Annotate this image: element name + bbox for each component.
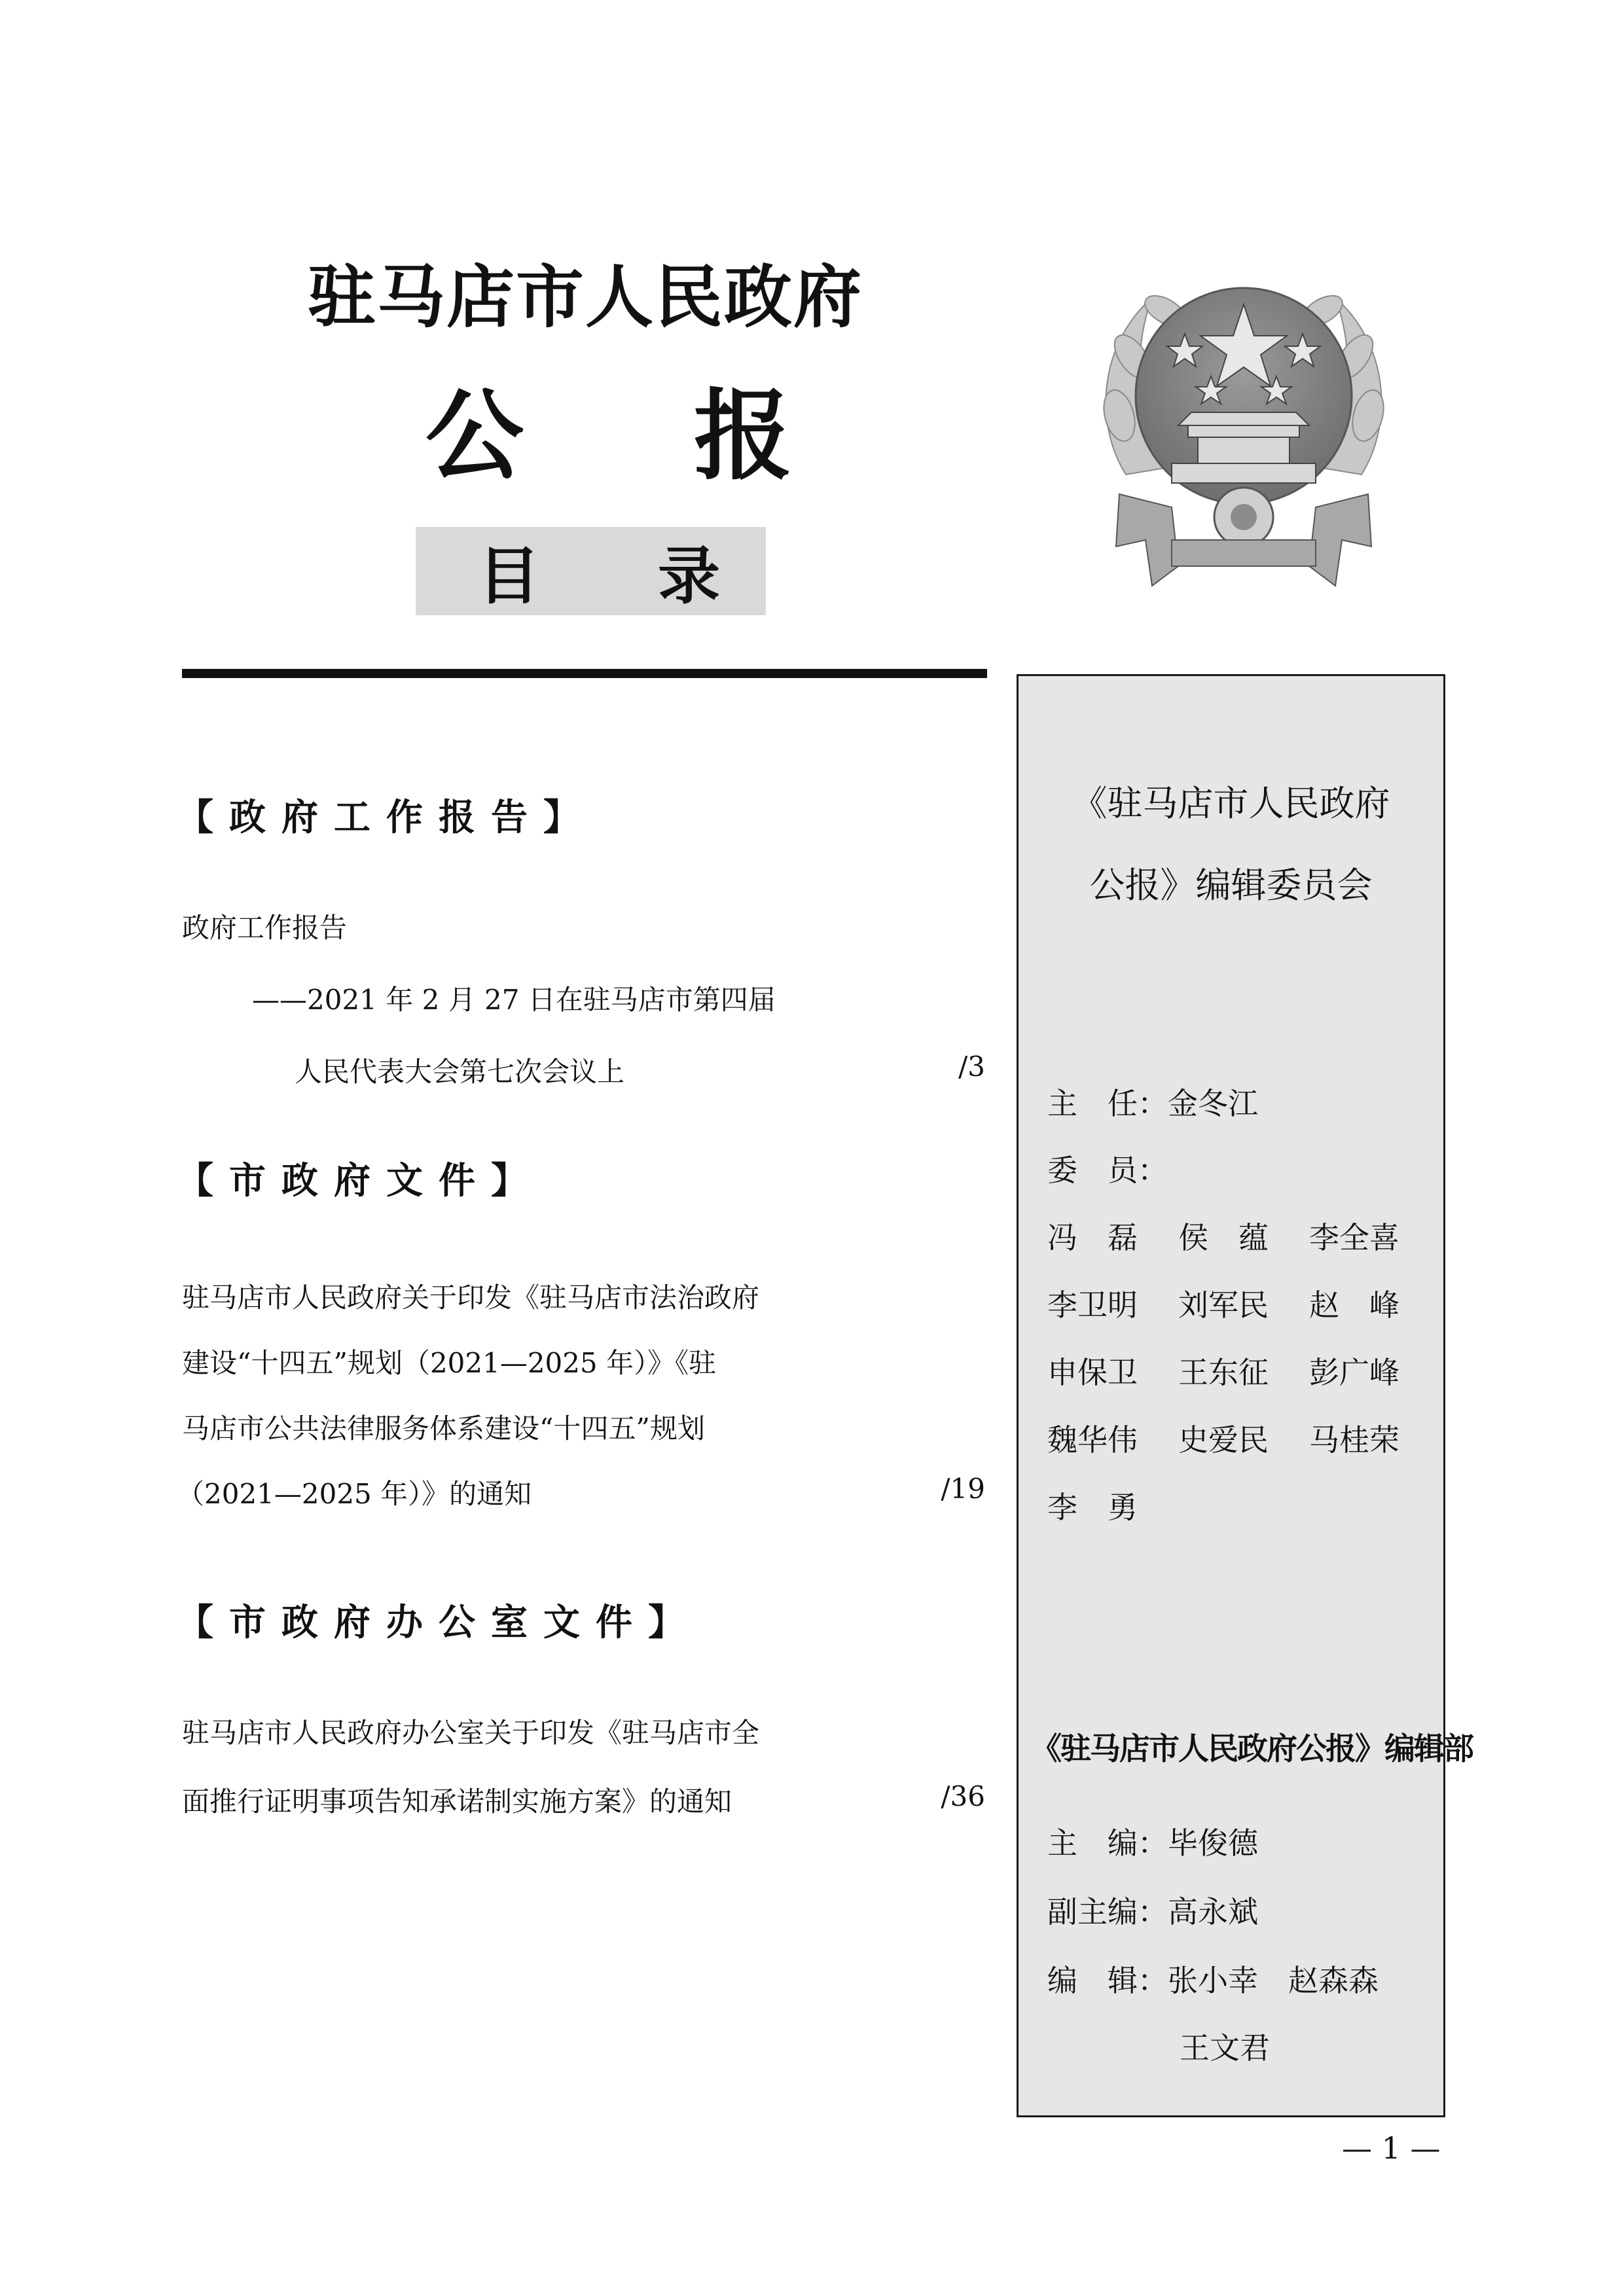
deputy-editor-label: 副主编：: [1047, 1894, 1168, 1929]
entry-line: 政府工作报告: [182, 912, 348, 944]
member-name: 魏华伟: [1047, 1422, 1138, 1458]
section-heading-gov-report: 【政府工作报告】: [177, 796, 596, 839]
member-name: 马桂荣: [1309, 1422, 1399, 1458]
director-row: [1047, 1080, 1258, 1123]
member-row: [1047, 1484, 1178, 1527]
member-name: 李 勇: [1047, 1490, 1138, 1525]
director-name: 金冬江: [1168, 1086, 1258, 1121]
deputy-editor-row: [1047, 1888, 1258, 1931]
entry-line: 面推行证明事项告知承诺制实施方案》的通知: [182, 1785, 732, 1818]
member-row: [1047, 1349, 1440, 1392]
deputy-editor-name: 高永斌: [1168, 1894, 1258, 1929]
member-name: 冯 磊: [1047, 1220, 1138, 1255]
member-name: 李卫明: [1047, 1287, 1138, 1323]
member-name: 刘军民: [1178, 1287, 1269, 1323]
subtitle-char-1: 公: [425, 378, 524, 493]
toc-char-2: 录: [657, 539, 720, 613]
editors-row: [1047, 1957, 1379, 2000]
entry-line: ——2021 年 2 月 27 日在驻马店市第四届: [252, 984, 776, 1016]
member-name: 史爱民: [1178, 1422, 1269, 1458]
entry-line: 人民代表大会第七次会议上: [295, 1056, 625, 1088]
toc-char-1: 目: [478, 539, 541, 613]
section-heading-city-gov-docs: 【市政府文件】: [177, 1159, 543, 1202]
toc-heading-box: [416, 527, 766, 615]
entry-line: 建设“十四五”规划（2021—2025 年）》《驻: [182, 1347, 717, 1379]
committee-title: 公报》编辑委员会: [1089, 865, 1373, 906]
section-heading-office-docs: 【市政府办公室文件】: [177, 1601, 700, 1644]
director-label: 主 任：: [1047, 1086, 1168, 1121]
editors-names: 张小幸 赵森森: [1168, 1963, 1379, 1998]
committee-title: 《驻马店市人民政府: [1072, 783, 1390, 824]
member-row: [1047, 1282, 1440, 1325]
member-name: 申保卫: [1047, 1355, 1138, 1390]
entry-line: 驻马店市人民政府办公室关于印发《驻马店市全: [182, 1717, 760, 1749]
member-name: 彭广峰: [1309, 1355, 1399, 1390]
member-row: [1047, 1416, 1440, 1460]
member-name: 赵 峰: [1309, 1287, 1399, 1323]
chief-editor-name: 毕俊德: [1168, 1825, 1258, 1861]
page-number: — 1 —: [1342, 2130, 1441, 2166]
member-row: [1047, 1214, 1440, 1257]
chief-editor-row: [1047, 1820, 1258, 1863]
page-ref: /19: [941, 1473, 985, 1505]
bulletin-title: 驻马店市人民政府: [308, 257, 863, 337]
header-rule: [182, 669, 987, 678]
entry-line: （2021—2025 年）》的通知: [177, 1478, 532, 1510]
entry-line: 驻马店市人民政府关于印发《驻马店市法治政府: [182, 1282, 760, 1314]
member-name: 李全喜: [1309, 1220, 1399, 1255]
member-name: 王东征: [1178, 1355, 1269, 1390]
editorial-dept-title: 《驻马店市人民政府公报》编辑部: [1031, 1731, 1473, 1767]
editors-label: 编 辑：: [1047, 1963, 1168, 1998]
member-name: 侯 蕴: [1178, 1220, 1269, 1255]
subtitle-char-2: 报: [693, 378, 792, 493]
editors-names-2: 王文君: [1180, 2030, 1270, 2066]
chief-editor-label: 主 编：: [1047, 1825, 1168, 1861]
bulletin-subtitle: [425, 357, 792, 498]
national-emblem-icon: [1080, 259, 1407, 599]
page-ref: /3: [958, 1050, 985, 1083]
entry-line: 马店市公共法律服务体系建设“十四五”规划: [182, 1412, 705, 1444]
page-ref: /36: [941, 1780, 985, 1812]
members-label: 委 员：: [1047, 1153, 1168, 1188]
